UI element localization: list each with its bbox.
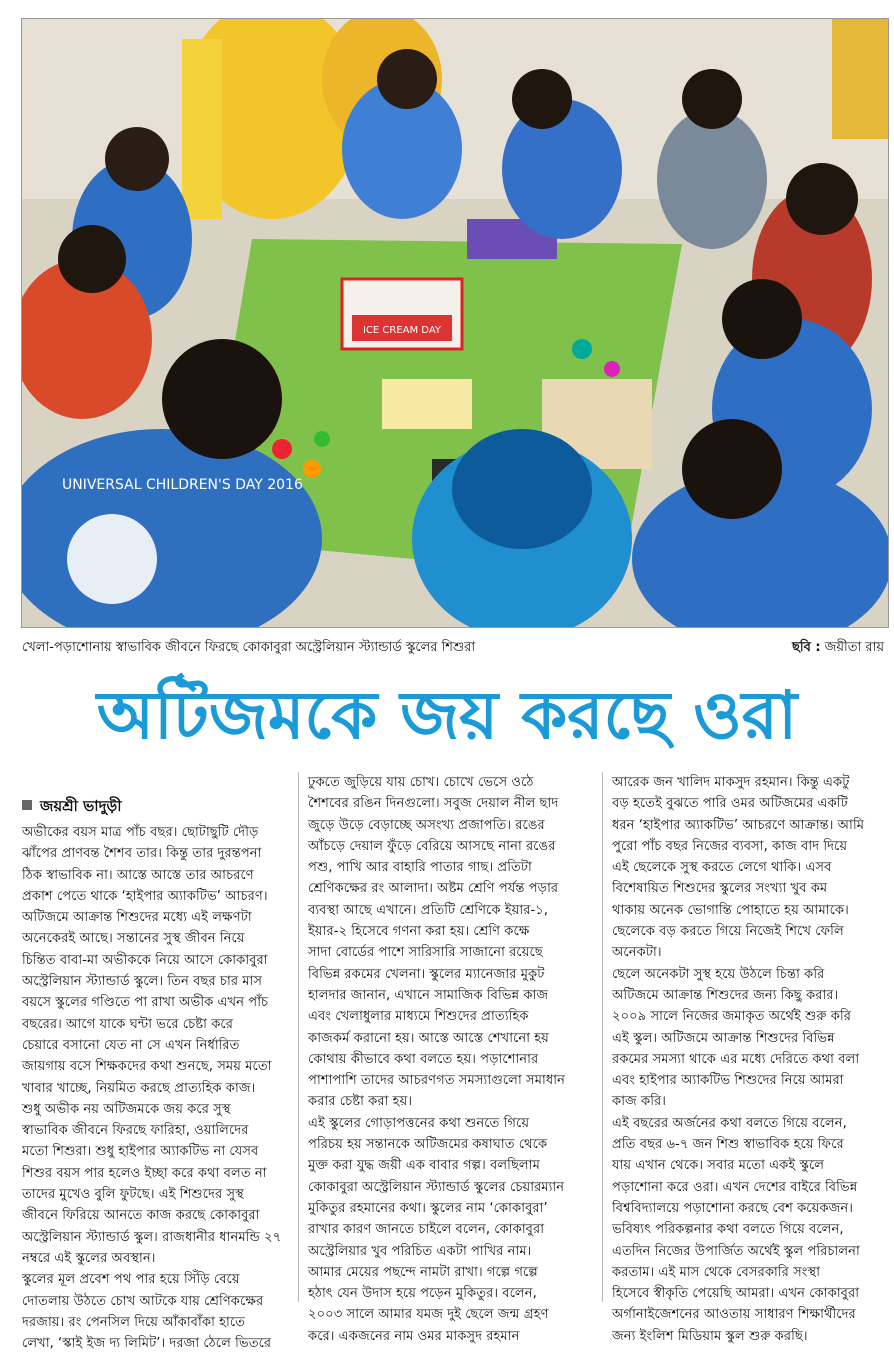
- article-line: মুক্ত করা যুদ্ধ জয়ী এক বাবার গল্প। বলছিলাম: [308, 1158, 540, 1174]
- article-column-1: [22, 822, 300, 1354]
- ice-cream-box-label: ICE CREAM DAY: [362, 325, 442, 336]
- article-line: বড় হতেই বুঝতে পারি ওমর অটিজমের একটি: [612, 796, 848, 812]
- article-line: অনেকেরই আছে। সন্তানের সুস্থ জীবন নিয়ে: [22, 931, 245, 947]
- article-line: হঠাৎ যেন উদাস হয়ে পড়েন মুকিতুর। বলেন,: [308, 1286, 537, 1302]
- article-line: জায়গায় বসে শিক্ষকদের কথা শুনছে, সময় মতো: [22, 1059, 272, 1075]
- article-line: অস্ট্রেলিয়ার খুব পরিচিত একটা পাখির নাম।: [308, 1243, 532, 1259]
- article-line: ঝাঁপের প্রাণবন্ত শৈশব তার। কিন্তু তার দুরন্তপনা: [22, 846, 262, 862]
- article-line: এতদিন নিজের উপার্জিত অর্থেই স্কুল পরিচালনা: [612, 1243, 860, 1259]
- article-line: করতাম। এই মাস থেকে বেসরকারি সংস্থা: [612, 1264, 821, 1280]
- article-line: দরজায়। রং পেনসিল দিয়ে আঁকাবাঁকা হাতে: [22, 1314, 246, 1330]
- headline: অটিজমকে জয় করছে ওরা: [96, 677, 798, 754]
- shirt-print: UNIVERSAL CHILDREN'S DAY 2016: [62, 477, 303, 493]
- article-line: অর্গানাইজেশনের আওতায় সাধারণ শিক্ষার্থীদের: [612, 1307, 856, 1323]
- column-divider: [602, 772, 603, 1302]
- article-line: ২০০৩ সালে আমার যমজ দুই ছেলে জন্ম গ্রহণ: [308, 1307, 549, 1323]
- article-line: এই স্কুল। অটিজমে আক্রান্ত শিশুদের বিভিন্ন: [612, 1030, 835, 1046]
- article-line: প্রতি বছর ৬-৭ জন শিশু স্বাভাবিক হয়ে ফিরে: [612, 1137, 844, 1153]
- article-line: করার চেষ্টা করা হয়।: [308, 1094, 413, 1110]
- article-line: অভীকের বয়স মাত্র পাঁচ বছর। ছোটাছুটি দৌড়: [22, 825, 259, 840]
- article-line: অটিজমে আক্রান্ত শিশুদের মধ্যে এই লক্ষণটা: [22, 910, 252, 926]
- article-line: ছেলে অনেকটা সুস্থ হয়ে উঠলে চিন্তা করি: [612, 966, 825, 982]
- article-line: তাদের মুখেও বুলি ফুটছে। এই শিশুদের সুস্থ: [22, 1187, 244, 1203]
- article-line: ছেলেকে বড় করতে গিয়ে নিজেই শিখে ফেলি: [612, 924, 844, 940]
- article-line: স্কুলের মূল প্রবেশ পথ পার হয়ে সিঁড়ি বেয়ে: [22, 1272, 240, 1288]
- article-line: কোথায় কীভাবে কথা বলতে হয়। পড়াশোনার: [308, 1051, 539, 1067]
- article-line: রকমের সমস্যা থাকে এর মধ্যে দেরিতে কথা বলা: [612, 1051, 860, 1067]
- article-line: পড়াশোনা করে ওরা। এখন দেশের বাইরে বিভিন্ন: [612, 1179, 858, 1195]
- credit-name: জয়ীতা রায়: [824, 640, 884, 655]
- article-line: শ্রেণিকক্ষের রং আলাদা। অষ্টম শ্রেণি পর্যন্ত পড়ার: [308, 881, 559, 897]
- article-line: অস্ট্রেলিয়ান স্ট্যান্ডার্ড স্কুলে। তিন বছর চার মাস: [22, 974, 263, 990]
- article-line: পশু, পাখি আর বাহারি পাতার গাছ। প্রতিটা: [308, 860, 532, 876]
- byline-square-icon: [22, 800, 32, 810]
- article-line: বিভিন্ন রকমের খেলনা। স্কুলের ম্যানেজার মুকুট: [308, 966, 545, 982]
- article-line: খাবার খাচ্ছে, নিয়মিত করছে প্রাত্যহিক কাজ।: [22, 1080, 256, 1096]
- article-line: সাদা বোর্ডের পাশে সারিসারি সাজানো রয়েছে: [308, 945, 543, 961]
- article-line: শিশুর বয়স পার হলেও ইচ্ছা করে কথা বলত না: [22, 1165, 267, 1181]
- article-line: এই স্কুলের গোড়াপত্তনের কথা শুনতে গিয়ে: [308, 1115, 530, 1131]
- article-line: হালদার জানান, এখানে সামাজিক বিভিন্ন কাজ: [308, 987, 549, 1003]
- article-line: এই বছরের অর্জনের কথা বলতে গিয়ে বলেন,: [612, 1115, 847, 1131]
- article-line: কাজ করি।: [612, 1094, 667, 1110]
- article-line: ঢুকতে জুড়িয়ে যায় চোখ। চোখে ভেসে ওঠে: [308, 775, 534, 790]
- article-line: হিসেবে স্বীকৃতি পেয়েছি আমরা। এখন কোকাবুরা: [612, 1286, 860, 1302]
- article-line: আরেক জন খালিদ মাকসুদ রহমান। কিন্তু একটু: [612, 775, 850, 790]
- article-line: রাখার কারণ জানতে চাইলে বলেন, কোকাবুরা: [308, 1222, 545, 1238]
- article-line: মুকিতুর রহমানের কথা। স্কুলের নাম ‘কোকাবুরা’: [308, 1200, 548, 1216]
- article-line: কোকাবুরা অস্ট্রেলিয়ান স্ট্যান্ডার্ড স্কুলের চেয়ারম্যান: [308, 1179, 565, 1195]
- article-line: ঠিক স্বাভাবিক না। আস্তে আস্তে তার আচরণে: [22, 867, 254, 883]
- credit-label: ছবি :: [792, 640, 821, 655]
- article-line: শৈশবের রঙিন দিনগুলো। সবুজ দেয়াল নীল ছাদ: [308, 796, 559, 812]
- byline: [22, 795, 292, 817]
- caption-text: খেলা-পড়াশোনায় স্বাভাবিক জীবনে ফিরছে কোকাবুরা অস্ট্রেলিয়ান স্ট্যান্ডার্ড স্কুলের শিশুরা: [22, 640, 476, 655]
- article-line: বিশ্ববিদ্যালয়ে পড়াশোনা করছে বেশ কয়েকজন।: [612, 1200, 853, 1216]
- article-line: পাশাপাশি তাদের আচরণগত সমস্যাগুলো সমাধান: [308, 1073, 565, 1089]
- article-line: ধরন ‘হাইপার অ্যাকটিভ’ আচরণে আক্রান্ত। আমি: [612, 817, 865, 833]
- photo-caption: [22, 638, 884, 658]
- article-column-2: [308, 772, 586, 1347]
- article-line: থাকায় অনেক ভোগান্তি পোহাতে হয় আমাকে।: [612, 902, 849, 918]
- article-line: লেখা, ‘স্কাই ইজ দ্য লিমিট’। দরজা ঠেলে ভিতরে: [22, 1336, 272, 1352]
- article-line: এই ছেলেকে সুস্থ করতে লেগে থাকি। এসব: [612, 860, 832, 876]
- article-line: চেয়ারে বসানো যেত না সে এখন নির্ধারিত: [22, 1037, 240, 1053]
- article-line: ২০০৯ সালে নিজের জমাকৃত অর্থেই শুরু করি: [612, 1009, 851, 1025]
- article-line: দোতলায় উঠতে চোখ আটকে যায় শ্রেণিকক্ষের: [22, 1293, 264, 1309]
- article-line: বয়সে স্কুলের গণ্ডিতে পা রাখা অভীক এখন পাঁচ: [22, 995, 269, 1011]
- article-line: বছরের। আগে যাকে ঘন্টা ভরে চেষ্টা করে: [22, 1016, 233, 1032]
- article-line: আঁচড়ে দেয়াল ফুঁড়ে বেরিয়ে আসছে নানা রঙের: [308, 838, 556, 854]
- article-line: অটিজমে আক্রান্ত শিশুদের জন্য কিছু করার।: [612, 987, 839, 1003]
- article-line: নম্বরে এই স্কুলের অবস্থান।: [22, 1250, 156, 1266]
- article-line: পুরো পাঁচ বছর নিজের ব্যবসা, কাজ বাদ দিয়ে: [612, 838, 848, 854]
- article-line: বিশেষায়িত শিশুদের স্কুলের সংখ্যা খুব কম: [612, 881, 828, 897]
- article-line: প্রকাশ পেতে থাকে ‘হাইপার অ্যাকটিভ’ আচরণ।: [22, 888, 268, 904]
- article-line: ভবিষ্যৎ পরিকল্পনার কথা বলতে গিয়ে বলেন,: [612, 1222, 844, 1238]
- article-line: অনেকটা।: [612, 945, 662, 961]
- article-line: এবং হাইপার অ্যাকটিভ শিশুদের নিয়ে আমরা: [612, 1073, 844, 1089]
- photo-credit: [792, 638, 884, 658]
- article-line: আমার মেয়ের পছন্দে নামটা রাখা। গল্পে গল্পে: [308, 1264, 538, 1280]
- article-line: কাজকর্ম করানো হয়। আস্তে আস্তে শেখানো হয়: [308, 1030, 549, 1046]
- photo-illustration: [22, 19, 888, 627]
- article-line: জুড়ে উড়ে বেড়াচ্ছে অসংখ্য প্রজাপতি। রঙের: [308, 817, 545, 833]
- article-line: স্বাভাবিক জীবনে ফিরছে ফারিহা, ওয়ালিদের: [22, 1123, 249, 1139]
- article-line: শুধু অভীক নয় অটিজমকে জয় করে সুস্থ: [22, 1101, 231, 1117]
- article-line: পরিচয় হয় সন্তানকে অটিজমের কষাঘাত থেকে: [308, 1137, 548, 1153]
- article-line: মতো শিশুরা। শুধু হাইপার অ্যাকটিভ না যেসব: [22, 1144, 259, 1160]
- article-line: জন্য ইংলিশ মিডিয়াম স্কুল শুরু করছি।: [612, 1328, 808, 1344]
- article-line: চিন্তিত বাবা-মা অভীককে নিয়ে আসে কোকাবুরা: [22, 952, 268, 968]
- article-column-3: [612, 772, 890, 1347]
- author-name: জয়শ্রী ভাদুড়ী: [40, 797, 122, 815]
- article-photo: [21, 18, 889, 628]
- article-line: ব্যবস্থা আছে এখানে। প্রতিটি শ্রেণিকে ইয়ার-১,: [308, 902, 548, 918]
- article-line: এবং খেলাধুলার মাধ্যমে শিশুদের প্রাত্যহিক: [308, 1009, 529, 1025]
- article-line: অস্ট্রেলিয়ান স্ট্যান্ডার্ড স্কুল। রাজধানীর ধানমন্ডি ২৭: [22, 1229, 282, 1245]
- article-line: ইয়ার-২ হিসেবে গণনা করা হয়। শ্রেণি কক্ষে: [308, 924, 530, 940]
- article-line: জীবনে ফিরিয়ে আনতে কাজ করছে কোকাবুরা: [22, 1208, 260, 1224]
- article-line: যায় এখান থেকে। সবার মতো একই স্কুলে: [612, 1158, 825, 1174]
- article-line: করে। একজনের নাম ওমর মাকসুদ রহমান: [308, 1328, 520, 1344]
